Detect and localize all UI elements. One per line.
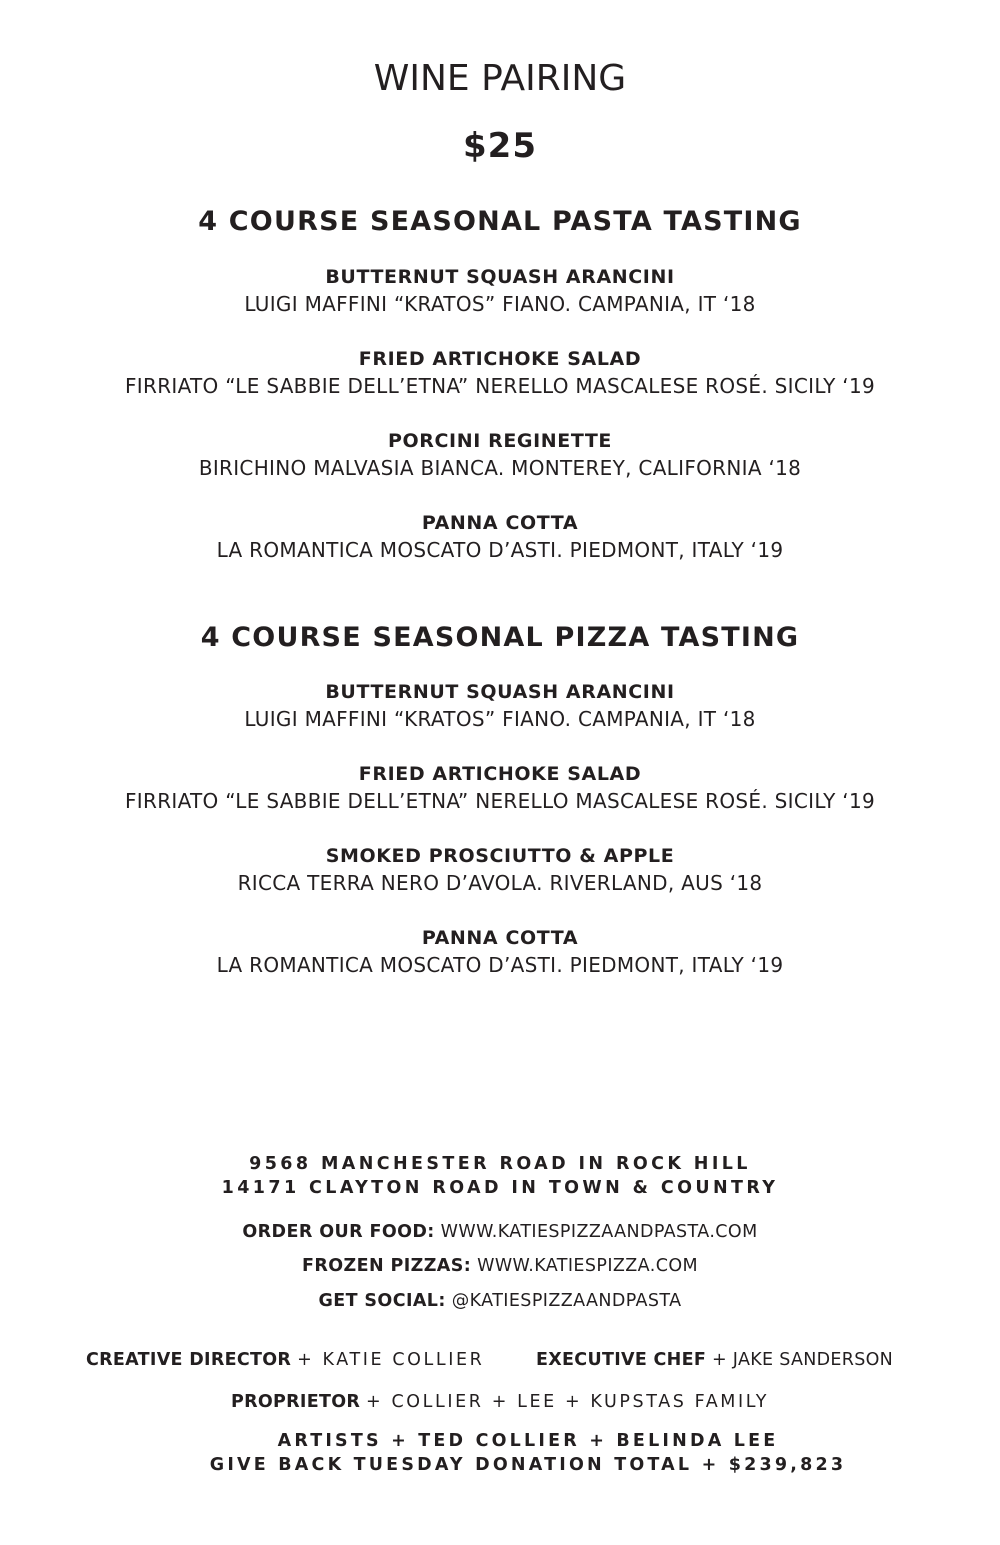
course-wine: FIRRIATO “LE SABBIE DELL’ETNA” NERELLO MASCALESE ROSÉ. SICILY ‘19	[125, 789, 875, 813]
creative-director-credit	[86, 1350, 484, 1370]
course-dish: PANNA COTTA	[421, 512, 579, 534]
course-wine: FIRRIATO “LE SABBIE DELL’ETNA” NERELLO MASCALESE ROSÉ. SICILY ‘19	[125, 374, 875, 398]
social-handle[interactable]: @KATIESPIZZAANDPASTA	[451, 1291, 682, 1311]
course-dish: PORCINI REGINETTE	[388, 430, 612, 452]
location-address: 14171 CLAYTON ROAD IN TOWN & COUNTRY	[221, 1178, 779, 1198]
proprietor-label: PROPRIETOR	[230, 1392, 361, 1412]
course-dish: PANNA COTTA	[421, 927, 579, 949]
creative-label: CREATIVE DIRECTOR	[86, 1350, 292, 1370]
section-title: 4 COURSE SEASONAL PIZZA TASTING	[200, 622, 800, 653]
frozen-label: FROZEN PIZZAS:	[302, 1256, 472, 1276]
pairing-price: $25	[463, 126, 537, 166]
executive-chef-credit	[536, 1350, 893, 1370]
course-dish: BUTTERNUT SQUASH ARANCINI	[325, 266, 675, 288]
course-wine: LA ROMANTICA MOSCATO D’ASTI. PIEDMONT, ITALY ‘19	[216, 953, 784, 977]
chef-value: + JAKE SANDERSON	[711, 1350, 894, 1370]
creative-value: + KATIE COLLIER	[297, 1350, 485, 1370]
course-wine: LUIGI MAFFINI “KRATOS” FIANO. CAMPANIA, IT ‘18	[244, 707, 756, 731]
course-dish: SMOKED PROSCIUTTO & APPLE	[325, 845, 675, 867]
donation-total: GIVE BACK TUESDAY DONATION TOTAL + $239,823	[209, 1455, 847, 1475]
social-line	[0, 1291, 1000, 1311]
course-wine: LA ROMANTICA MOSCATO D’ASTI. PIEDMONT, ITALY ‘19	[216, 538, 784, 562]
frozen-link[interactable]: WWW.KATIESPIZZA.COM	[477, 1256, 698, 1276]
order-link[interactable]: WWW.KATIESPIZZAANDPASTA.COM	[440, 1222, 758, 1242]
order-label: ORDER OUR FOOD:	[242, 1222, 435, 1242]
course-wine: BIRICHINO MALVASIA BIANCA. MONTEREY, CALIFORNIA ‘18	[198, 456, 802, 480]
order-line	[0, 1222, 1000, 1242]
menu-title: WINE PAIRING	[373, 58, 627, 99]
social-label: GET SOCIAL:	[318, 1291, 446, 1311]
course-wine: LUIGI MAFFINI “KRATOS” FIANO. CAMPANIA, IT ‘18	[244, 292, 756, 316]
chef-label: EXECUTIVE CHEF	[536, 1350, 707, 1370]
frozen-line	[0, 1256, 1000, 1276]
section-title: 4 COURSE SEASONAL PASTA TASTING	[198, 206, 802, 237]
course-dish: FRIED ARTICHOKE SALAD	[358, 348, 642, 370]
proprietor-value: + COLLIER + LEE + KUPSTAS FAMILY	[366, 1392, 770, 1412]
course-wine: RICCA TERRA NERO D’AVOLA. RIVERLAND, AUS ‘18	[237, 871, 763, 895]
course-dish: FRIED ARTICHOKE SALAD	[358, 763, 642, 785]
artists-credit: ARTISTS + TED COLLIER + BELINDA LEE	[277, 1431, 779, 1451]
proprietor-credit	[0, 1392, 1000, 1412]
course-dish: BUTTERNUT SQUASH ARANCINI	[325, 681, 675, 703]
location-address: 9568 MANCHESTER ROAD IN ROCK HILL	[249, 1154, 751, 1174]
